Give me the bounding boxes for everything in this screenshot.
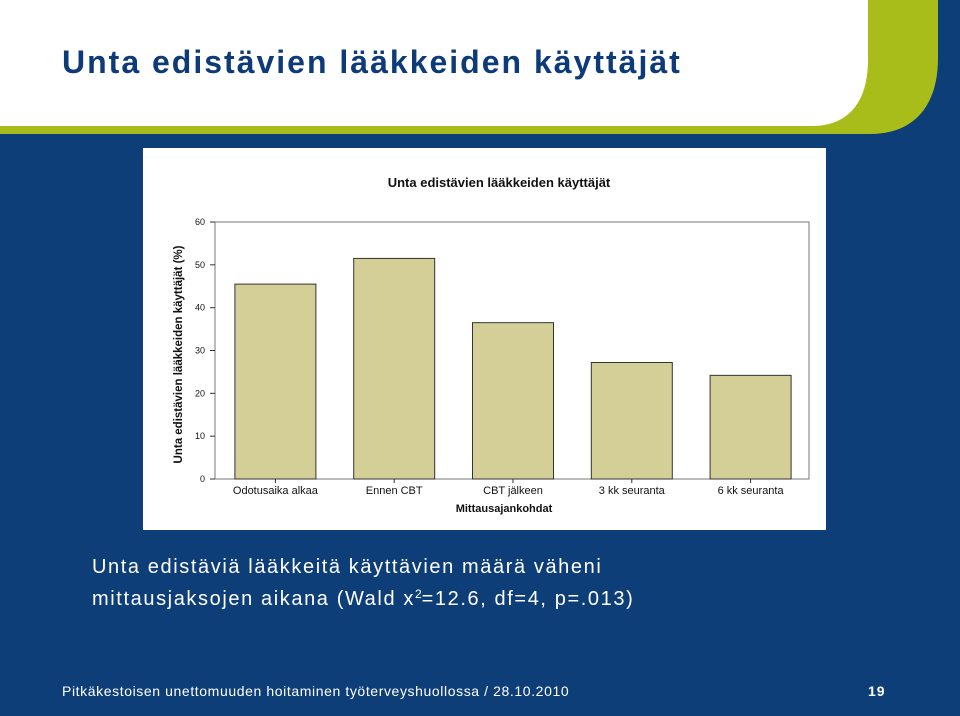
y-tick-label: 10 [194,431,205,442]
y-tick-label: 60 [194,217,205,227]
x-tick-label: Ennen CBT [365,485,423,497]
slide-header [0,0,960,140]
x-tick-label: 6 kk seuranta [717,485,784,497]
caption-line-2-start: mittausjaksojen aikana (Wald x [92,588,415,610]
slide-footer: Pitkäkestoisen unettomuuden hoitaminen työterveyshuollossa / 28.10.2010 [62,683,570,699]
y-axis-label: Unta edistävien lääkkeiden käyttäjät (%) [173,245,185,464]
bar-2 [354,258,435,479]
chart-panel [143,148,826,530]
bar-1 [235,284,316,479]
x-tick-label: Odotusaika alkaa [232,485,318,497]
y-tick-label: 50 [194,259,205,270]
page-number: 19 [868,683,886,699]
bar-5 [710,375,791,479]
bar-chart [143,148,826,530]
y-tick-label: 0 [199,474,205,484]
caption-line-2-end: =12.6, df=4, p=.013) [421,588,635,610]
y-tick-label: 40 [194,302,205,313]
y-tick-label: 20 [194,388,205,399]
slide-title: Unta edistävien lääkkeiden käyttäjät [62,44,682,80]
y-tick-label: 30 [194,345,205,356]
bar-4 [591,362,672,479]
caption-line-2 [92,581,634,613]
x-axis-label: Mittausajankohdat [455,503,553,515]
slide-caption [92,554,634,613]
chart-title: Unta edistävien lääkkeiden käyttäjät [387,175,611,190]
x-tick-label: CBT jälkeen [483,485,543,497]
caption-superscript: 2 [414,587,422,601]
bar-3 [473,323,554,479]
caption-line-1: Unta edistäviä lääkkeitä käyttävien määrä väheni [92,556,603,578]
x-tick-label: 3 kk seuranta [598,485,665,497]
